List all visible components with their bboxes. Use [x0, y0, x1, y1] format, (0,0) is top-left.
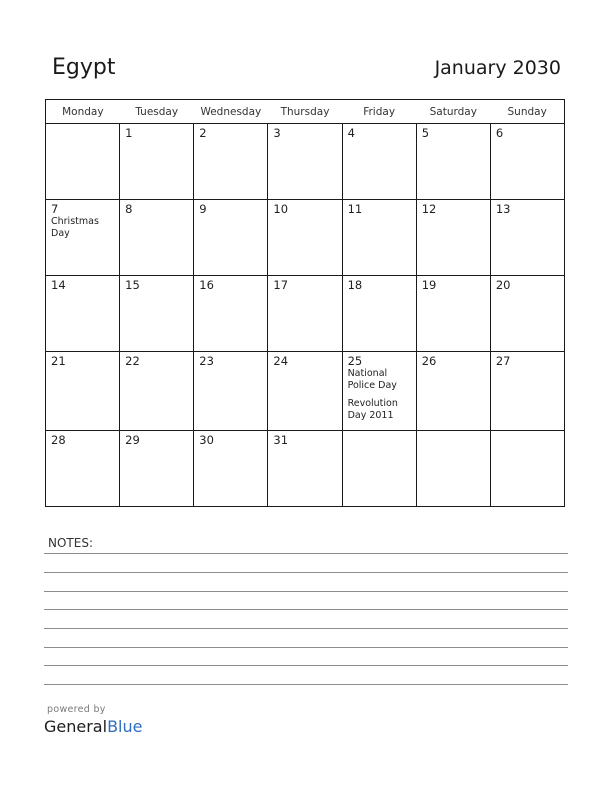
week-row	[46, 352, 565, 431]
day-cell	[490, 276, 564, 352]
week-row	[46, 124, 565, 200]
day-number: 19	[421, 278, 437, 292]
month-title: January 2030	[434, 57, 561, 79]
note-line	[44, 684, 568, 685]
day-cell	[490, 200, 564, 276]
holiday-label: Revolution Day 2011	[347, 398, 398, 421]
weekday-header-row	[46, 100, 565, 124]
day-number: 15	[125, 278, 140, 292]
day-number: 6	[495, 126, 504, 140]
notes-label: NOTES:	[48, 536, 93, 550]
day-number: 9	[199, 202, 207, 216]
note-line	[44, 591, 568, 592]
weekday-wednesday: Wednesday	[194, 100, 268, 124]
day-number: 2	[199, 126, 207, 140]
note-line	[44, 553, 568, 554]
note-line	[44, 665, 568, 666]
day-cell	[268, 124, 342, 200]
note-line	[44, 628, 568, 629]
day-number: 11	[347, 202, 363, 216]
day-cell	[46, 200, 120, 276]
day-cell	[120, 124, 194, 200]
day-number: 8	[125, 202, 133, 216]
day-number: 16	[199, 278, 214, 292]
day-number: 20	[495, 278, 511, 292]
day-cell	[46, 124, 120, 200]
note-line	[44, 572, 568, 573]
day-cell	[416, 431, 490, 507]
day-cell	[416, 276, 490, 352]
note-line	[44, 609, 568, 610]
day-cell	[120, 276, 194, 352]
day-number: 1	[125, 126, 133, 140]
day-number: 23	[199, 354, 214, 368]
day-number: 12	[421, 202, 437, 216]
holiday-label: Christmas Day	[51, 216, 99, 239]
day-cell	[416, 124, 490, 200]
day-cell	[342, 200, 416, 276]
brand-general: General	[44, 717, 108, 736]
day-cell	[120, 431, 194, 507]
day-number: 10	[273, 202, 289, 216]
day-cell	[490, 352, 564, 431]
powered-by-text: powered by	[47, 704, 106, 715]
day-cell	[490, 431, 564, 507]
day-cell	[490, 124, 564, 200]
day-cell	[342, 124, 416, 200]
weekday-sunday: Sunday	[490, 100, 564, 124]
day-cell	[268, 200, 342, 276]
day-number: 28	[51, 433, 66, 447]
day-number: 3	[273, 126, 281, 140]
day-cell	[416, 200, 490, 276]
day-cell	[342, 352, 416, 431]
weekday-friday: Friday	[342, 100, 416, 124]
day-cell	[342, 276, 416, 352]
day-number: 17	[273, 278, 289, 292]
day-cell	[342, 431, 416, 507]
day-number: 5	[421, 126, 430, 140]
day-cell	[416, 352, 490, 431]
note-line	[44, 647, 568, 648]
weekday-saturday: Saturday	[416, 100, 490, 124]
day-cell	[46, 352, 120, 431]
day-number: 4	[347, 126, 355, 140]
day-number: 22	[125, 354, 140, 368]
day-cell	[194, 124, 268, 200]
day-cell	[120, 200, 194, 276]
day-cell	[268, 352, 342, 431]
country-title: Egypt	[52, 55, 116, 80]
day-cell	[46, 276, 120, 352]
day-cell	[268, 431, 342, 507]
day-number: 7	[51, 202, 59, 216]
day-cell	[194, 352, 268, 431]
day-number: 31	[273, 433, 289, 447]
weekday-thursday: Thursday	[268, 100, 342, 124]
day-number: 25	[347, 354, 363, 368]
day-cell	[120, 352, 194, 431]
day-number: 13	[495, 202, 511, 216]
brand-logo	[44, 717, 142, 736]
day-cell	[268, 276, 342, 352]
brand-blue: Blue	[107, 717, 143, 736]
day-number: 29	[125, 433, 140, 447]
calendar-grid	[45, 99, 565, 507]
day-number: 18	[347, 278, 363, 292]
day-number: 27	[495, 354, 511, 368]
day-number: 30	[199, 433, 214, 447]
week-row	[46, 276, 565, 352]
day-cell	[194, 431, 268, 507]
day-cell	[194, 276, 268, 352]
day-number: 14	[51, 278, 66, 292]
day-number: 21	[51, 354, 66, 368]
day-cell	[194, 200, 268, 276]
weekday-tuesday: Tuesday	[120, 100, 194, 124]
day-number: 26	[421, 354, 437, 368]
holiday-label: National Police Day	[347, 368, 397, 391]
week-row	[46, 431, 565, 507]
weekday-monday: Monday	[46, 100, 120, 124]
week-row	[46, 200, 565, 276]
day-cell	[46, 431, 120, 507]
day-number: 24	[273, 354, 289, 368]
